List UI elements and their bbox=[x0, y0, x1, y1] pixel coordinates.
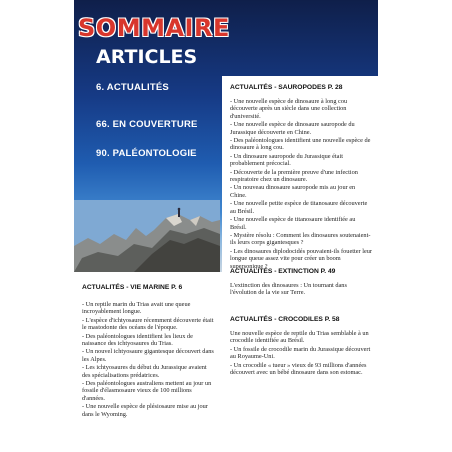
section-vie-marine bbox=[82, 284, 216, 419]
article-item: L'extinction des dinosaures : Un tournant dans l'évolution de la vie sur Terre. bbox=[230, 282, 347, 297]
toc-item[interactable]: 6. ACTUALITÉS bbox=[96, 82, 169, 93]
toc-list bbox=[96, 82, 198, 187]
article-item: - Un nouveau dinosaure sauropode mis au jour en Chine. bbox=[230, 184, 356, 199]
article-item: - Une nouvelle petite espèce de titanosaure découverte au Brésil. bbox=[230, 200, 368, 215]
section-title-articles: ARTICLES bbox=[96, 46, 198, 68]
article-item: - Des paléontologues australiens mettent au jour un fossile d'élasmosaure vieux de 100 millions d'années. bbox=[82, 380, 212, 402]
article-item: - Un dinosaure sauropode du Jurassique était probablement précocial. bbox=[230, 152, 343, 168]
section-heading: ACTUALITÉS - EXTINCTION P. 49 bbox=[230, 268, 336, 275]
section-heading: ACTUALITÉS - CROCODILES P. 58 bbox=[230, 316, 340, 323]
article-item: - Les ichtyosaures du début du Jurassique avaient des spécialisations prédatrices. bbox=[82, 364, 207, 379]
article-item: - Mystère résolu : Comment les dinosaures soutenaient-ils leurs corps gigantesques ? bbox=[230, 231, 371, 247]
article-item: - Un reptile marin du Trias avait une queue incroyablement longue. bbox=[82, 301, 191, 316]
article-item: - Des paléontologues identifient les lieux de naissance des ichtyosaures du Trias. bbox=[82, 332, 193, 348]
article-item: - Un nouvel ichtyosaure gigantesque découvert dans les Alpes. bbox=[82, 348, 214, 363]
toc-item[interactable]: 66. EN COUVERTURE bbox=[96, 119, 198, 130]
section-heading: ACTUALITÉS - SAUROPODES P. 28 bbox=[230, 84, 343, 91]
article-item: - L'espèce d'ichtyosaure récemment découverte était le mastodonte des océans de l'époque. bbox=[82, 316, 214, 332]
article-item: - Un fossile de crocodile marin du Jurassique découvert au Royaume-Uni. bbox=[230, 345, 371, 361]
toc-item[interactable]: 90. PALÉONTOLOGIE bbox=[96, 148, 197, 159]
section-heading: ACTUALITÉS - VIE MARINE P. 6 bbox=[82, 284, 183, 291]
article-item: - Les dinosaures diplodocidés pouvaient-ils fouetter leur longue queue assez vite pour créer un boom supersonique ? bbox=[230, 247, 372, 270]
article-item: Une nouvelle espèce de reptile du Trias semblable à un crocodile identifiée au Brésil. bbox=[230, 330, 369, 345]
section-sauropodes bbox=[230, 84, 372, 271]
article-item: - Des paléontologues identifient une nouvelle espèce de dinosaure à long cou. bbox=[230, 137, 371, 152]
article-item: - Une nouvelle espèce de dinosaure à long cou découverte après un siècle dans une collection d'université. bbox=[230, 98, 348, 120]
magazine-page bbox=[74, 0, 378, 452]
magazine-title: SOMMAIRE bbox=[78, 14, 230, 42]
right-column bbox=[222, 76, 378, 452]
article-item: - Une nouvelle espèce de plésiosaure mise au jour dans le Wyoming. bbox=[82, 403, 208, 418]
article-item: - Une nouvelle espèce de dinosaure sauropode du Jurassique découverte en Chine. bbox=[230, 121, 355, 136]
left-column bbox=[74, 272, 220, 452]
article-item: - Découverte de la première preuve d'une infection respiratoire chez un dinosaure. bbox=[230, 168, 358, 184]
mountain-photo bbox=[74, 200, 220, 272]
article-item: - Une nouvelle espèce de titanosaure identifiée au Brésil. bbox=[230, 216, 356, 231]
section-extinction bbox=[230, 268, 372, 298]
article-item: - Un crocodile « tueur » vieux de 93 millions d'années découvert avec un bébé dinosaure dans son estomac. bbox=[230, 361, 367, 377]
section-crocodiles bbox=[230, 316, 372, 377]
